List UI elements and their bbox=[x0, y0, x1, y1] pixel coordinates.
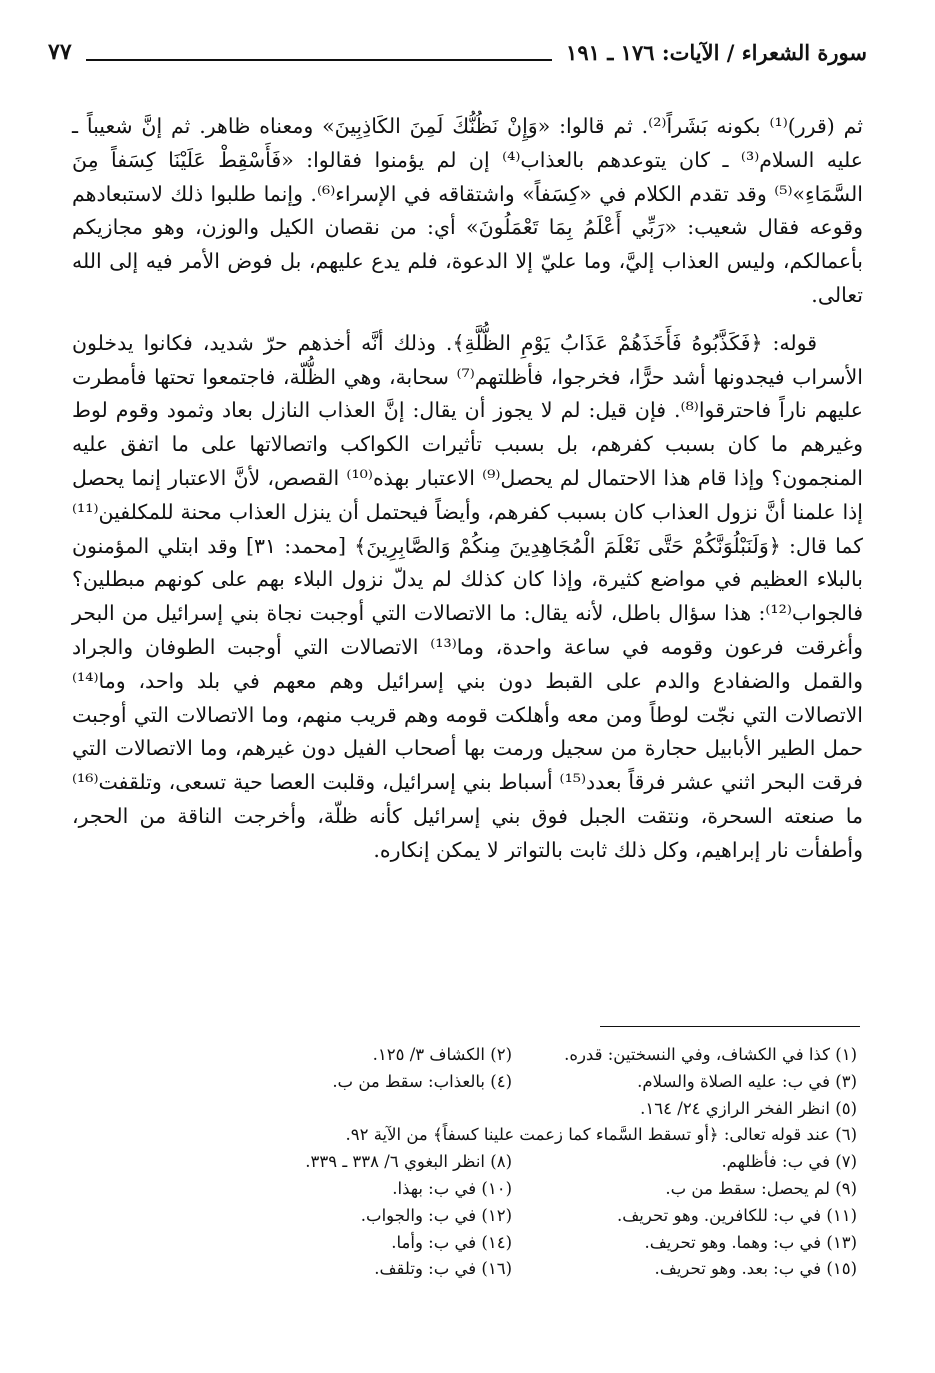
footnote-row bbox=[130, 1230, 857, 1257]
page-number: ٧٧ bbox=[48, 39, 72, 65]
footnote-13: (١٣) في ب: وهما. وهو تحريف. bbox=[644, 1232, 857, 1252]
paragraph-1: ثم (قرر)⁽¹⁾ بكونه بَشَراً⁽²⁾. ثم قالوا: «وَإِنْ نَظُنُّكَ لَمِنَ الكَاذِبِينَ» ومعناه ظاهر. ثم إنَّ شعيباً ـ عليه السلام⁽³⁾ ـ كان يتوعدهم بالعذاب⁽⁴⁾ إن لم يؤمنوا فقالوا: «فَأَسْقِطْ عَلَيْنَا كِسَفاً مِنَ السَّمَاءِ»⁽⁵⁾ وقد تقدم الكلام في «كِسَفاً» واشتقاقه في الإسراء⁽⁶⁾. وإنما طلبوا ذلك لاستبعادهم وقوعه فقال شعيب: «رَبِّي أَعْلَمُ بِمَا تَعْمَلُونَ» أي: من نقصان الكيل والوزن، وهو مجازيكم بأعمالكم، وليس العذاب إليَّ، وما عليّ إلا الدعوة، فلم يدع عليهم، بل فوض الأمر فيه إلى الله تعالى. bbox=[72, 114, 863, 307]
footnote-14: (١٤) في ب: وأما. bbox=[391, 1232, 512, 1252]
footnote-7: (٧) في ب: فأظلهم. bbox=[721, 1152, 857, 1172]
footnote-2: (٢) الكشاف ٣/ ١٢٥. bbox=[372, 1045, 512, 1064]
footnote-row bbox=[130, 1096, 857, 1123]
footnote-8: (٨) انظر البغوي ٦/ ٣٣٨ ـ ٣٣٩. bbox=[305, 1152, 512, 1172]
footnote-16: (١٦) في ب: وتلقف. bbox=[374, 1259, 512, 1279]
paragraph-2: قوله: ﴿فَكَذَّبُوهُ فَأَخَذَهُمْ عَذَابُ يَوْمِ الظُّلَّةِ﴾. وذلك أنَّه أخذهم حرّ شديد، فكانوا يدخلون الأسراب فيجدونها أشد حرًّا، فخرجوا، فأظلتهم⁽⁷⁾ سحابة، وهي الظُّلّة، فاجتمعوا تحتها فأمطرت عليهم ناراً فاحترقوا⁽⁸⁾. فإن قيل: لم لا يجوز أن يقال: إنَّ العذاب النازل بعاد وثمود وقوم لوط وغيرهم ما كان بسبب كفرهم، بل بسبب تأثيرات الكواكب واتصالاتها على ما اتفق عليه المنجمون؟ وإذا قام هذا الاحتمال لم يحصل⁽⁹⁾ الاعتبار بهذه⁽¹⁰⁾ القصص، لأنَّ الاعتبار إنما يحصل إذا علمنا أنَّ نزول العذاب كان بسبب كفرهم، وأيضاً فيحتمل أن ينزل العذاب محنة للمكلفين⁽¹¹⁾ كما قال: ﴿وَلَنَبْلُوَنَّكُمْ حَتَّى نَعْلَمَ الْمُجَاهِدِينَ مِنكُمْ وَالصَّابِرِينَ﴾ [محمد: ٣١] وقد ابتلي المؤمنون بالبلاء العظيم في مواضع كثيرة، وإذا كان كذلك لم يدلّ نزول البلاء بهم على كونهم مبطلين؟ فالجواب⁽¹²⁾: هذا سؤال باطل، لأنه يقال: ما الاتصالات التي أوجبت نجاة بني إسرائيل من البحر وأغرقت فرعون وقومه في ساعة واحدة، وما⁽¹³⁾ الاتصالات التي أوجبت الطوفان والجراد والقمل والضفادع والدم على القبط دون بني إسرائيل وهم معهم في بلد واحد، وما⁽¹⁴⁾ الاتصالات التي نجّت لوطاً ومن معه وأهلكت قومه وهم قريب منهم، وما الاتصالات التي أوجبت حمل الطير الأبابيل حجارة من سجيل ورمت بها أصحاب الفيل دون غيرهم، وما الاتصالات التي فرقت البحر اثني عشر فرقاً بعدد⁽¹⁵⁾ أسباط بني إسرائيل، وقلبت العصا حية تسعى، وتلقفت⁽¹⁶⁾ ما صنعته السحرة، ونتقت الجبل فوق بني إسرائيل كأنه ظلّة، وأخرجت الناقة من الحجر، وأطفأت نار إبراهيم، وكل ذلك ثابت بالتواتر لا يمكن إنكاره. bbox=[72, 330, 864, 862]
footnote-row bbox=[130, 1256, 857, 1283]
footnote-row bbox=[130, 1042, 857, 1069]
header-rule bbox=[86, 59, 552, 61]
footnote-15: (١٥) في ب: بعد. وهو تحريف. bbox=[654, 1259, 857, 1279]
footnote-6: (٦) عند قوله تعالى: ﴿أو تسقط السَّماء كما زعمت علينا كسفاً﴾ من الآية ٩٢. bbox=[345, 1125, 857, 1145]
footnote-row bbox=[130, 1069, 857, 1096]
footnote-row bbox=[130, 1203, 857, 1230]
footnote-4: (٤) بالعذاب: سقط من ب. bbox=[332, 1071, 512, 1091]
footnote-row bbox=[130, 1122, 857, 1149]
footnotes bbox=[130, 1042, 857, 1283]
footnote-5: (٥) انظر الفخر الرازي ٢٤/ ١٦٤. bbox=[640, 1098, 857, 1118]
footnote-row bbox=[130, 1176, 857, 1203]
footnote-9: (٩) لم يحصل: سقط من ب. bbox=[665, 1178, 857, 1198]
footnote-10: (١٠) في ب: بهذا. bbox=[392, 1178, 512, 1198]
footnote-row bbox=[130, 1149, 857, 1176]
main-text bbox=[72, 110, 863, 868]
footnote-11: (١١) في ب: للكافرين. وهو تحريف. bbox=[616, 1205, 857, 1225]
footnote-12: (١٢) في ب: والجواب. bbox=[360, 1205, 512, 1225]
footnote-3: (٣) في ب: عليه الصلاة والسلام. bbox=[637, 1071, 857, 1091]
running-title: سورة الشعراء / الآيات: ١٧٦ ـ ١٩١ bbox=[566, 39, 867, 65]
footnote-1: (١) كذا في الكشاف، وفي النسختين: قدره. bbox=[564, 1045, 857, 1064]
running-header bbox=[48, 34, 867, 70]
footnote-separator bbox=[600, 1026, 860, 1027]
